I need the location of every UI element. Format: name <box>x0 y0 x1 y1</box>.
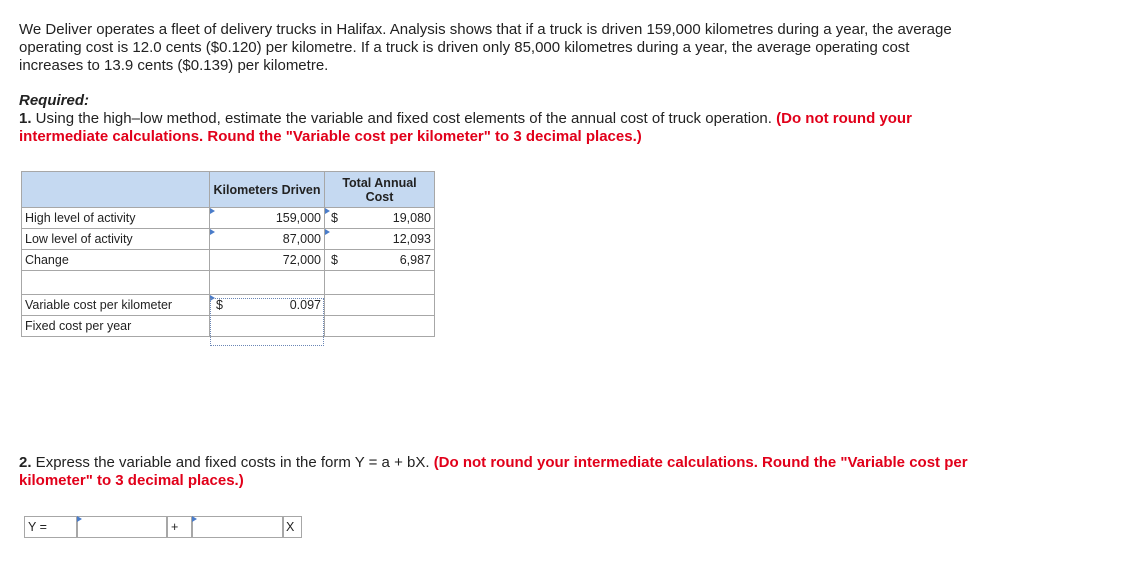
plus-label: + <box>167 516 192 538</box>
table-row <box>22 316 435 337</box>
problem-intro: We Deliver operates a fleet of delivery trucks in Halifax. Analysis shows that if a truck is driven 159,000 kilometres during a year, the average operating cost is 12.0 cents ($0.120) per kilometre. If a truck is driven only 85,000 kilometres during a year, the average operating cost increases to 13.9 cents ($0.139) per kilometre. <box>19 21 952 74</box>
header-blank <box>22 172 210 208</box>
table-row <box>22 250 435 271</box>
variable-b-input[interactable] <box>192 516 283 538</box>
q2-text: Express the variable and fixed costs in the form Y = a + bX. <box>31 454 434 471</box>
equation-row <box>24 516 302 538</box>
spacer-cell <box>325 271 435 295</box>
q1-number: 1. <box>19 110 32 127</box>
fixed-cost-input[interactable] <box>210 316 325 337</box>
table-row <box>22 208 435 229</box>
variable-cost-label: Variable cost per kilometer <box>22 295 210 316</box>
table-row <box>22 229 435 250</box>
x-label: X <box>283 516 302 538</box>
change-cost-cell <box>325 250 435 271</box>
table-row <box>22 295 435 316</box>
row-label-change: Change <box>22 250 210 271</box>
high-low-table <box>21 171 435 337</box>
high-cost-input[interactable] <box>325 208 435 229</box>
variable-cost-value: 0.097 <box>289 298 321 312</box>
change-km-value: 72,000 <box>210 250 325 271</box>
q2-instruction: (Do not round your intermediate calculations. Round the "Variable cost per kilometer" to 3 decimal places.) <box>19 454 968 489</box>
low-cost-input[interactable] <box>325 229 435 250</box>
q1-text: Using the high–low method, estimate the variable and fixed cost elements of the annual cost of truck operation. <box>31 110 777 127</box>
low-cost-value: 12,093 <box>392 232 431 246</box>
table-spacer-row <box>22 271 435 295</box>
change-cost-value: 6,987 <box>399 253 431 267</box>
row-label-high: High level of activity <box>22 208 210 229</box>
high-km-input[interactable]: 159,000 <box>210 208 325 229</box>
blank-cell <box>325 295 435 316</box>
high-cost-dollar: $ <box>331 211 338 225</box>
q1-instruction: (Do not round your intermediate calculations. Round the "Variable cost per kilometer" to 3 decimal places.) <box>19 110 912 145</box>
spacer-cell <box>210 271 325 295</box>
q2-number: 2. <box>19 454 32 471</box>
fixed-cost-label: Fixed cost per year <box>22 316 210 337</box>
fixed-a-input[interactable] <box>77 516 167 538</box>
table-header-row <box>22 172 435 208</box>
required-section <box>19 92 979 146</box>
row-label-low: Low level of activity <box>22 229 210 250</box>
spacer-cell <box>22 271 210 295</box>
variable-cost-input[interactable] <box>210 295 325 316</box>
header-km: Kilometers Driven <box>210 172 325 208</box>
blank-cell <box>325 316 435 337</box>
part2-section <box>19 454 979 490</box>
low-km-input[interactable]: 87,000 <box>210 229 325 250</box>
high-cost-value: 19,080 <box>392 211 431 225</box>
header-cost: Total Annual Cost <box>325 172 435 208</box>
y-equals-label: Y = <box>24 516 77 538</box>
required-title: Required: <box>19 92 90 109</box>
variable-cost-dollar: $ <box>216 298 223 312</box>
change-cost-dollar: $ <box>331 253 338 267</box>
